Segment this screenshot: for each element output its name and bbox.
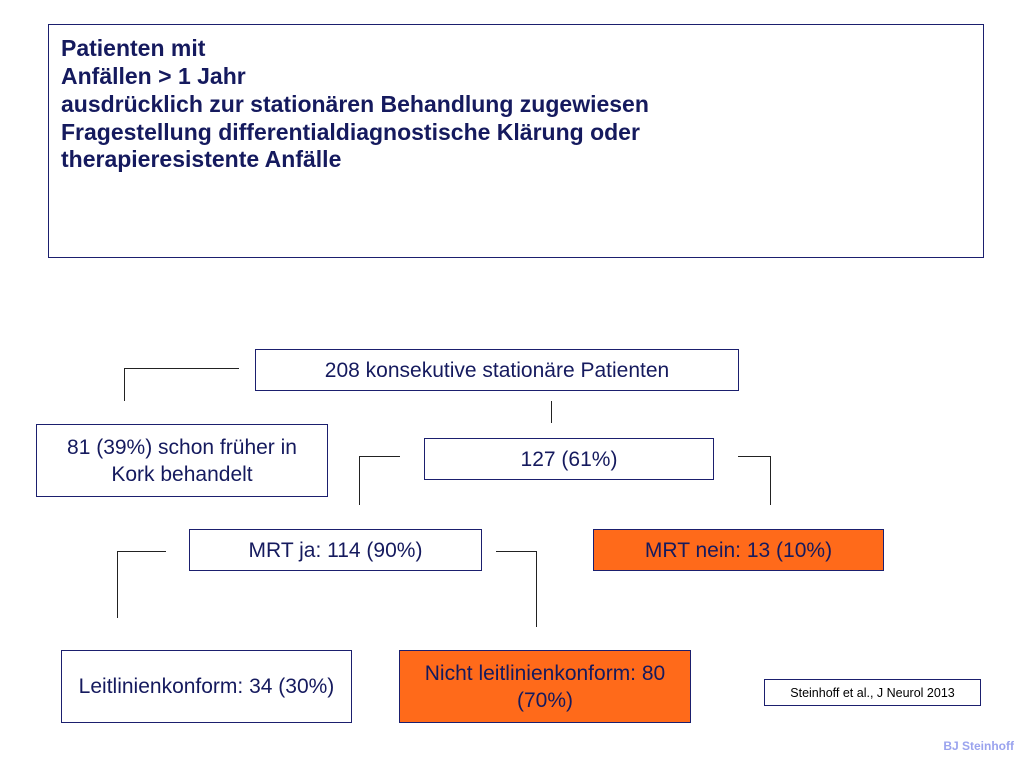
- criteria-line-1: Patienten mit: [61, 35, 206, 61]
- new-patients-node: [424, 438, 714, 480]
- mri-no-label: MRT nein: 13 (10%): [644, 538, 833, 562]
- connector-mri-left: [117, 551, 166, 618]
- not-guideline-conform-node: [399, 650, 691, 723]
- inclusion-criteria-box: [48, 24, 984, 258]
- root-node: [255, 349, 739, 391]
- mri-no-node: [593, 529, 884, 571]
- connector-root-down: [551, 401, 552, 423]
- previously-treated-label: 81 (39%) schon früher in Kork behandelt: [67, 435, 297, 486]
- guideline-conform-label: Leitlinienkonform: 34 (30%): [78, 675, 335, 698]
- new-patients-label: 127 (61%): [520, 447, 618, 471]
- author-signature: BJ Steinhoff: [943, 739, 1014, 753]
- connector-new-left: [359, 456, 400, 505]
- criteria-line-4: Fragestellung differentialdiagnostische Klärung oder therapieresistente Anfälle: [61, 119, 640, 172]
- criteria-line-2: Anfällen > 1 Jahr: [61, 63, 246, 89]
- mri-yes-label: MRT ja: 114 (90%): [248, 538, 423, 562]
- connector-mri-right: [496, 551, 537, 627]
- guideline-conform-node: [61, 650, 352, 723]
- criteria-line-3: ausdrücklich zur stationären Behandlung zugewiesen: [61, 91, 649, 117]
- previously-treated-node: [36, 424, 328, 497]
- connector-root-left: [124, 368, 239, 401]
- citation: Steinhoff et al., J Neurol 2013: [764, 679, 981, 706]
- root-node-label: 208 konsekutive stationäre Patienten: [324, 358, 670, 382]
- not-guideline-conform-label: Nicht leitlinienkonform: 80 (70%): [424, 661, 666, 712]
- connector-new-right: [738, 456, 771, 505]
- mri-yes-node: [189, 529, 482, 571]
